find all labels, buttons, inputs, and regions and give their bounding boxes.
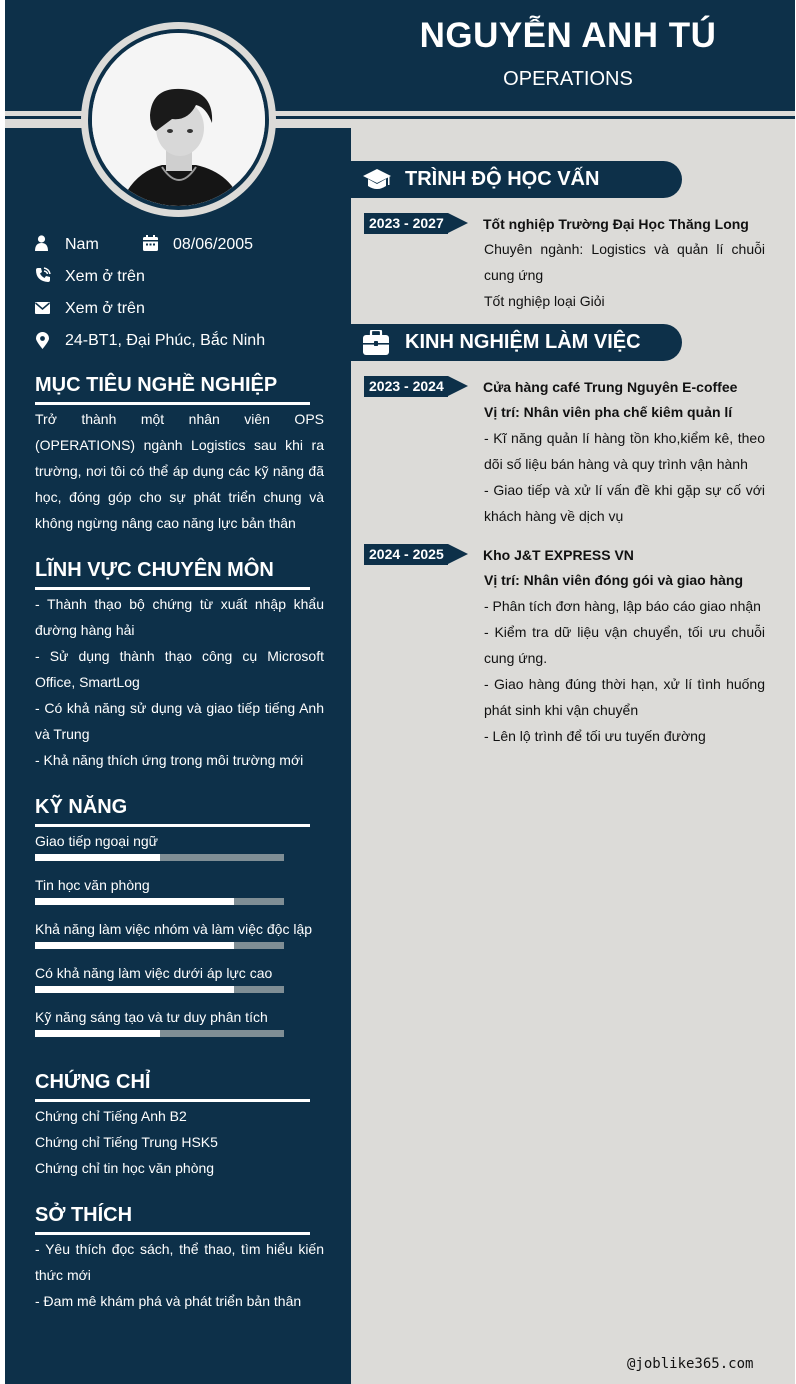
email-value[interactable]: Xem ở trên: [65, 300, 145, 317]
hobby-item: - Đam mê khám phá và phát triển bản thân: [35, 1293, 302, 1309]
objective-underline: [35, 402, 310, 405]
expertise-item: - Có khả năng sử dụng và giao tiếp tiếng Anh và Trung: [35, 700, 324, 742]
certificate-item: Chứng chỉ tin học văn phòng: [35, 1160, 215, 1176]
skill-bar-fill: [35, 854, 160, 861]
experience-line: - Giao tiếp và xử lí vấn đề khi gặp sự cố với khách hàng về dịch vụ: [484, 482, 765, 524]
skill-label: Giao tiếp ngoại ngữ: [35, 833, 159, 849]
phone-icon: [35, 267, 51, 283]
experience-entry-title: Kho J&T EXPRESS VN: [483, 547, 634, 563]
candidate-name: NGUYỄN ANH TÚ: [419, 16, 717, 55]
skill-label: Tin học văn phòng: [35, 877, 150, 893]
expertise-item: - Khả năng thích ứng trong môi trường mới: [35, 752, 304, 768]
cv-page: [5, 0, 795, 1384]
location-icon: [36, 332, 49, 349]
education-title: TRÌNH ĐỘ HỌC VẤN: [405, 168, 600, 190]
watermark: @joblike365.com: [627, 1356, 754, 1372]
education-line: Tốt nghiệp loại Giỏi: [484, 293, 605, 309]
skills-title: KỸ NĂNG: [35, 796, 128, 818]
expertise-underline: [35, 587, 310, 590]
experience-period: 2024 - 2025: [364, 544, 448, 565]
experience-header: [351, 324, 682, 361]
skill-label: Khả năng làm việc nhóm và làm việc độc lập: [35, 921, 313, 937]
candidate-role: OPERATIONS: [503, 68, 633, 90]
education-period: 2023 - 2027: [364, 213, 448, 234]
experience-title: KINH NGHIỆM LÀM VIỆC: [405, 331, 641, 353]
person-icon: [35, 235, 48, 251]
experience-position: Vị trí: Nhân viên đóng gói và giao hàng: [484, 572, 744, 588]
objective-title: MỤC TIÊU NGHỀ NGHIỆP: [35, 374, 278, 396]
skill-label: Kỹ năng sáng tạo và tư duy phân tích: [35, 1009, 268, 1025]
certificates-title: CHỨNG CHỈ: [35, 1071, 151, 1093]
skills-underline: [35, 824, 310, 827]
certificate-item: Chứng chỉ Tiếng Trung HSK5: [35, 1134, 218, 1150]
education-entry-title: Tốt nghiệp Trường Đại Học Thăng Long: [483, 216, 749, 232]
skill-bar: [35, 854, 284, 861]
experience-line: - Lên lộ trình để tối ưu tuyến đường: [484, 728, 706, 744]
hobbies-list: [35, 1236, 324, 1314]
skill-bar-fill: [35, 1030, 160, 1037]
phone-value[interactable]: Xem ở trên: [65, 268, 145, 285]
experience-line: - Giao hàng đúng thời hạn, xử lí tình huống phát sinh khi vận chuyển: [484, 676, 765, 718]
certificate-item: Chứng chỉ Tiếng Anh B2: [35, 1108, 187, 1124]
experience-period: 2023 - 2024: [364, 376, 448, 397]
skill-bar: [35, 986, 284, 993]
hobbies-underline: [35, 1232, 310, 1235]
address-value: 24-BT1, Đại Phúc, Bắc Ninh: [65, 332, 266, 349]
hobby-item: - Yêu thích đọc sách, thể thao, tìm hiểu kiến thức mới: [35, 1241, 324, 1283]
skill-bar: [35, 942, 284, 949]
calendar-icon: [143, 235, 158, 251]
education-header: [351, 161, 682, 198]
education-entry-body: [484, 236, 765, 314]
objective-text: [35, 406, 324, 536]
hobbies-title: SỞ THÍCH: [35, 1204, 133, 1226]
birthdate-value: 08/06/2005: [173, 236, 254, 253]
experience-line: - Kiểm tra dữ liệu vận chuyển, tối ưu chuỗi cung ứng.: [484, 624, 765, 666]
skill-bar-fill: [35, 942, 234, 949]
expertise-item: - Sử dụng thành thạo công cụ Microsoft Office, SmartLog: [35, 648, 324, 690]
expertise-title: LĨNH VỰC CHUYÊN MÔN: [35, 559, 274, 581]
experience-position: Vị trí: Nhân viên pha chế kiêm quản lí: [484, 404, 733, 420]
skill-bar: [35, 1030, 284, 1037]
expertise-item: - Thành thạo bộ chứng từ xuất nhập khẩu đường hàng hải: [35, 596, 324, 638]
education-line: Chuyên ngành: Logistics và quản lí chuỗi cung ứng: [484, 241, 765, 283]
objective-paragraph: Trở thành một nhân viên OPS (OPERATIONS) ngành Logistics sau khi ra trường, nơi tôi có thể áp dụng các kỹ năng đã học, đóng góp cho sự phát triển chung và không ngừng nâng cao năng lực bản thân: [35, 411, 324, 531]
certificates-underline: [35, 1099, 310, 1102]
experience-line: - Kĩ năng quản lí hàng tồn kho,kiểm kê, theo dõi số liệu bán hàng và quy trình vận hành: [484, 430, 765, 472]
experience-entry-body: [484, 399, 765, 529]
briefcase-icon: [363, 330, 389, 355]
experience-line: - Phân tích đơn hàng, lập báo cáo giao nhận: [484, 598, 761, 614]
avatar-photo: [92, 33, 265, 206]
skill-label: Có khả năng làm việc dưới áp lực cao: [35, 965, 273, 981]
mail-icon: [35, 302, 50, 314]
graduation-cap-icon: [363, 168, 391, 192]
skill-bar-fill: [35, 898, 234, 905]
experience-entry-title: Cửa hàng café Trung Nguyên E-coffee: [483, 379, 738, 395]
gender-value: Nam: [65, 236, 99, 253]
certificates-list: [35, 1103, 218, 1181]
expertise-list: [35, 591, 324, 773]
avatar: [92, 33, 265, 206]
skill-bar: [35, 898, 284, 905]
skill-bar-fill: [35, 986, 234, 993]
experience-entry-body: [484, 567, 765, 749]
